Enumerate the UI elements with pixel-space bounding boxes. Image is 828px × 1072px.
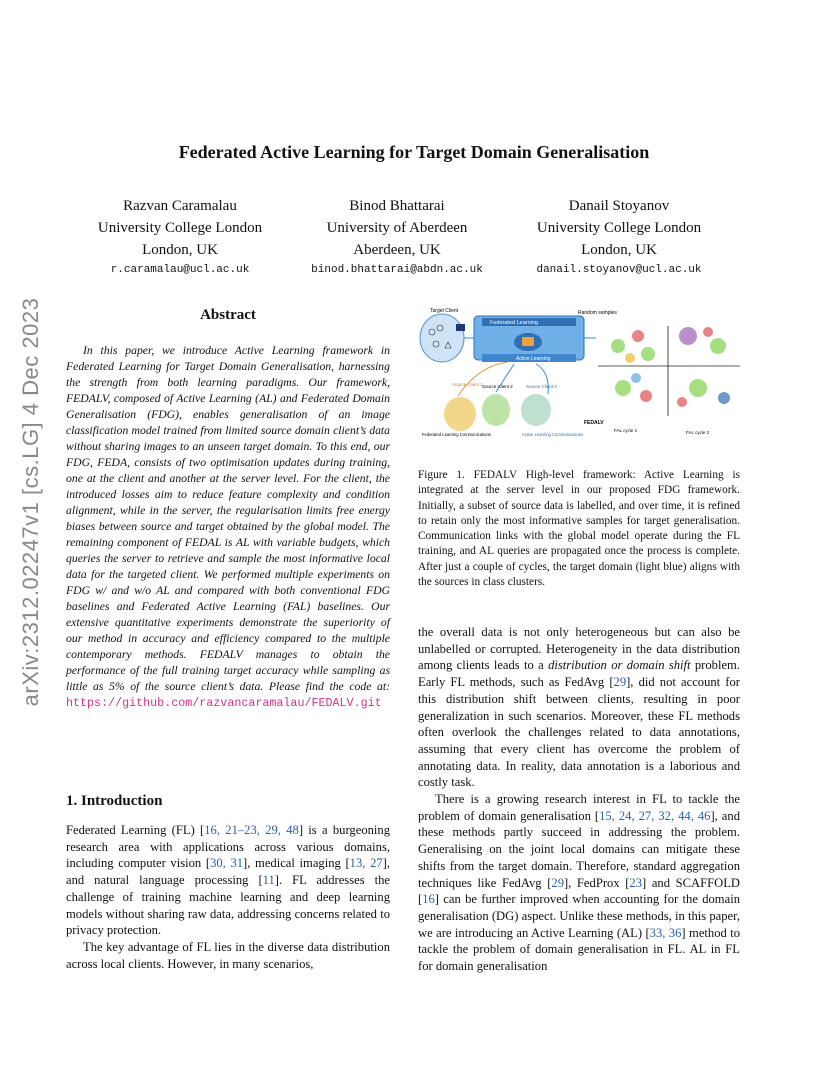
label-target-client: Target Client <box>430 308 459 314</box>
citation-link[interactable]: 29 <box>613 675 627 690</box>
author-location: Aberdeen, UK <box>353 242 441 258</box>
author-name: Danail Stoyanov <box>568 198 670 214</box>
label-fl-comm: Federated Learning Communications <box>422 432 491 437</box>
author-name: Razvan Caramalau <box>123 198 237 214</box>
citation-link[interactable]: 29 <box>551 875 564 890</box>
author-block <box>267 195 527 279</box>
citation-link[interactable]: 23 <box>629 875 643 890</box>
author-name: Binod Bhattarai <box>349 198 445 214</box>
author-block <box>489 195 749 279</box>
label-source-client-2: Source Client 2 <box>482 384 513 389</box>
right-column-body <box>418 624 740 975</box>
paragraph: the overall data is not only heterogeneous but can also be unlabelled or corrupted. Heterogeneity in the data distribution among clients leads to a distribution or domain shift problem. Early FL methods, such as FedAvg [29], did not account for this distribution shift between clients, resulting in poor generalization in such scenarios. Moreover, these FL methods often overlook the challenges related to data annotations, assuming that every client has overcome the problem of annotating data. In reality, data annotation is a laborious and costly task. <box>418 625 740 790</box>
citation-link[interactable]: 16 <box>422 892 435 907</box>
section-heading-introduction: 1. Introduction <box>66 793 163 809</box>
label-fal-cycle-2: FAL cycle 2 <box>686 430 710 435</box>
figure-caption: Figure 1. FEDALV High-level framework: Active Learning is integrated at the server level in our proposed FDG framework. Initially, a subset of source data is labelled, and over time, it is refined to retain only the most informative samples for target generalisation. Communication links with the global model operate during the FL training, and AL queries are propagated once the process is complete. After just a couple of cycles, the target domain (light blue) aligns with the sources in class clusters. <box>418 469 740 589</box>
citation-link[interactable]: 11 <box>262 873 275 888</box>
author-affiliation: University of Aberdeen <box>326 220 468 236</box>
paragraph: There is a growing research interest in FL to tackle the problem of domain generalisation [15, 24, 27, 32, 44, 46], and these methods partly succeed in addressing the problem. Generalising on the joint local domains can mitigate these shifts from the target domain. Therefore, standard aggregation techniques like FedAvg [29], FedProx [23] and SCAFFOLD [16] can be further improved when accounting for the domain generalisation (DG) aspect. Unlike these methods, in this paper, we are introducing an Active Learning (AL) [33, 36] method to tackle the problem of domain generalisation in FL. AL in FL for domain generalisation <box>418 792 741 974</box>
label-al-comm: Active Learning Communications <box>522 432 584 437</box>
citation-link[interactable]: 30, 31 <box>210 856 244 871</box>
scatter-clusters <box>611 327 730 407</box>
label-source-client-3: Source Client 3 <box>526 384 557 389</box>
author-email[interactable]: danail.stoyanov@ucl.ac.uk <box>536 264 702 276</box>
label-fal-cycle-1: FAL cycle 1 <box>614 428 638 433</box>
code-link[interactable]: https://github.com/razvancaramalau/FEDALV.git <box>66 696 382 710</box>
author-location: London, UK <box>142 242 218 258</box>
paper-title: Federated Active Learning for Target Domain Generalisation <box>178 142 650 162</box>
paragraph: The key advantage of FL lies in the diverse data distribution across local clients. However, in many scenarios, <box>66 939 390 971</box>
label-active-learning: Active Learning <box>516 356 551 362</box>
arxiv-stamp: arXiv:2312.02247v1 [cs.LG] 4 Dec 2023 <box>18 297 43 707</box>
label-random-samples: Random samples <box>578 310 617 316</box>
author-email[interactable]: r.caramalau@ucl.ac.uk <box>110 264 250 276</box>
label-fedalv: FEDALV <box>584 420 604 426</box>
author-email[interactable]: binod.bhattarai@abdn.ac.uk <box>311 264 483 276</box>
abstract-text: In this paper, we introduce Active Learning framework in Federated Learning for Target Domain Generalisation, harnessing the strength from both learning paradigms. Our framework, FEDALV, composed of Active Learning (AL) and Federated Domain Generalisation (FDG), enables generalisation of an image classification model trained from limited source domain client’s data without sharing images to an unseen target domain. To this end, our FDG, FEDA, consists of two optimisation updates during training, one at the client and another at the server level. For the client, the introduced losses aim to reduce feature complexity and condition alignment, while in the server, the regularisation limits free energy biases between source and target obtained by the global model. The remaining component of FEDAL is AL with variable budgets, which queries the server to retrieve and sample the most informative local data for the targeted client. We performed multiple experiments on FDG w/ and w/o AL and compared with both conventional FDG baselines and Federated Active Learning (FAL) baselines. Our extensive quantitative experiments demonstrate the superiority of our method in accuracy and efficiency compared to the multiple contemporary methods. FEDALV manages to obtain the performance of the full training target accuracy while sampling as little as 5% of the source client’s data. Please find the code at: <box>66 344 390 693</box>
abstract-heading: Abstract <box>200 307 256 323</box>
citation-link[interactable]: 13, 27 <box>349 856 383 871</box>
author-location: London, UK <box>581 242 657 258</box>
paragraph: Federated Learning (FL) [16, 21–23, 29, 48] is a burgeoning research area with applications across various domains, including computer vision [30, 31], medical imaging [13, 27], and natural language processing [11]. FL addresses the challenge of training machine learning and deep learning models without sharing raw data, addressing concerns related to privacy protection. <box>66 823 391 938</box>
citation-link[interactable]: 16, 21–23, 29, 48 <box>204 823 299 837</box>
framework-diagram <box>418 306 740 440</box>
author-affiliation: University College London <box>97 220 263 236</box>
citation-link[interactable]: 15, 24, 27, 32, 44, 46 <box>599 808 711 823</box>
abstract-body <box>66 343 390 711</box>
label-federated-learning: Federated Learning <box>490 320 539 326</box>
intro-body <box>66 822 390 972</box>
figure-framework <box>418 306 740 440</box>
author-affiliation: University College London <box>536 220 702 236</box>
label-source-client-1: Source Client 1 <box>452 382 483 387</box>
citation-link[interactable]: 33, 36 <box>649 925 682 940</box>
